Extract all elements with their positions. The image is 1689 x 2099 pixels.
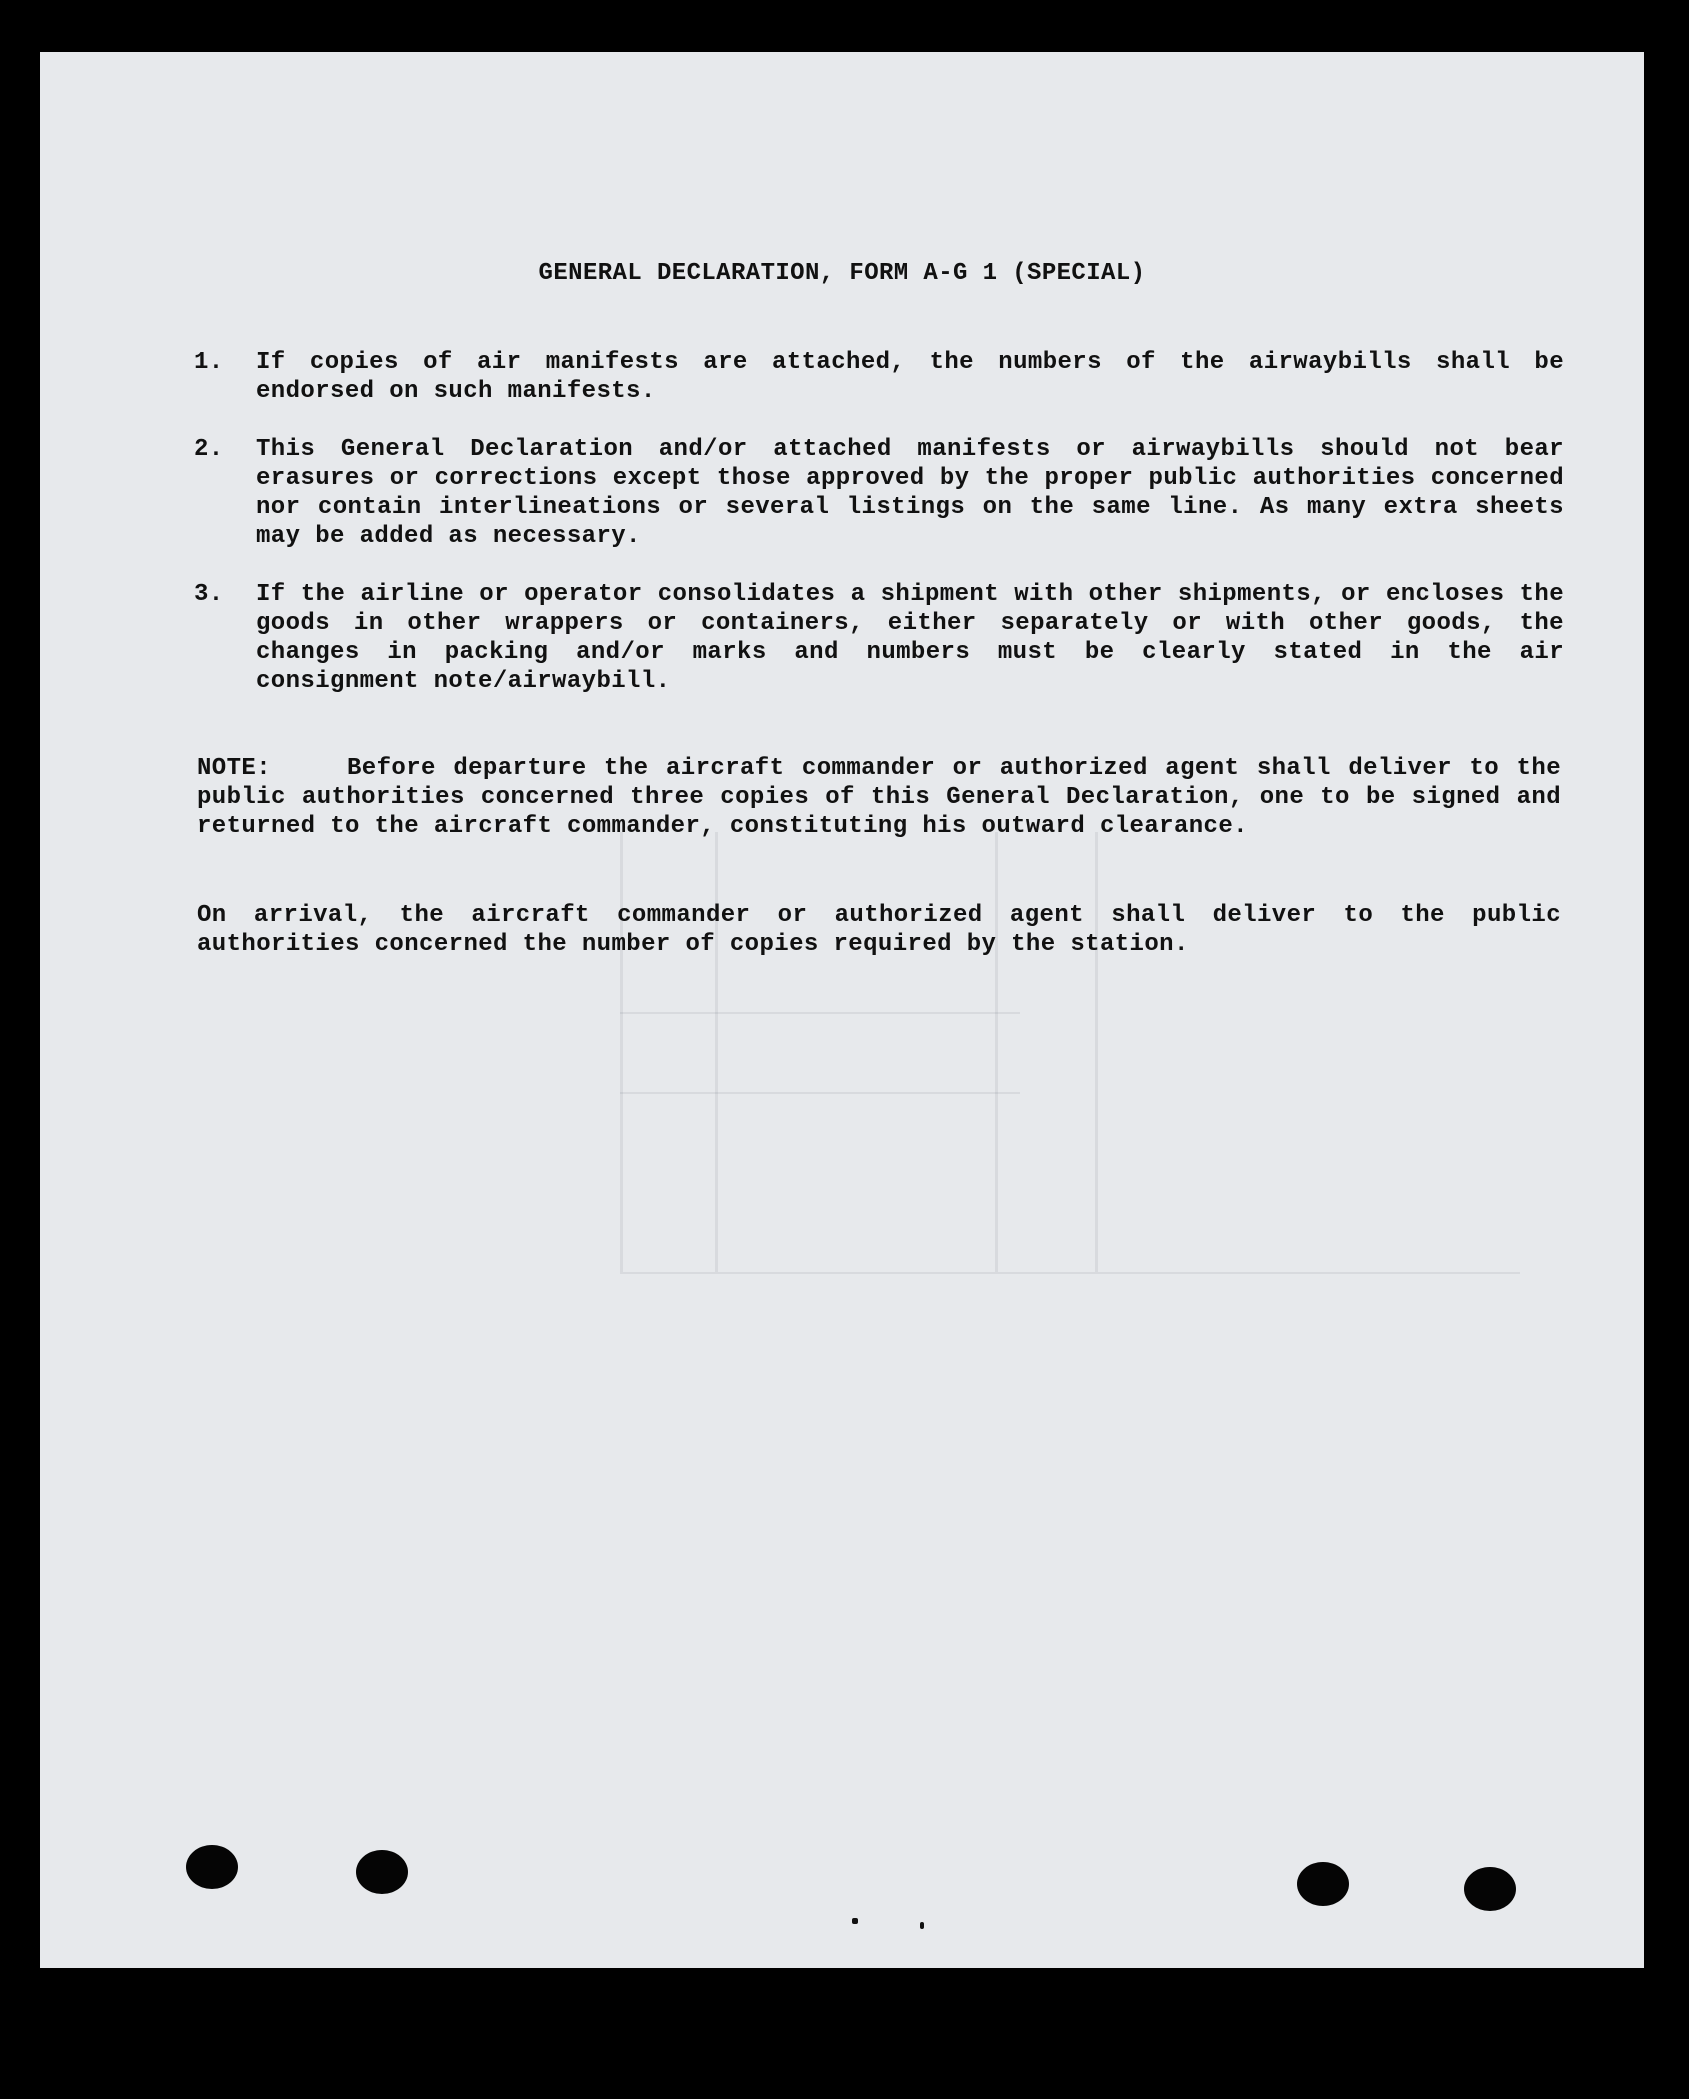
note-paragraph: [197, 754, 1561, 841]
punch-hole: [186, 1845, 238, 1889]
item-number: 3.: [194, 581, 224, 608]
item-text: If the airline or operator consolidates a shipment with other shipments, or encloses the goods in other wrappers or containers, either separately or with other goods, the changes in packing and/or marks and numbers must be clearly stated in the air consignment note/airwaybill.: [256, 581, 1564, 695]
item-text: If copies of air manifests are attached, the numbers of the airwaybills shall be endorsed on such manifests.: [256, 349, 1564, 405]
document-page: [40, 52, 1644, 1968]
arrival-paragraph: On arrival, the aircraft commander or authorized agent shall deliver to the public authorities concerned the number of copies required by the station.: [197, 902, 1561, 958]
list-item: [194, 348, 1564, 406]
punch-hole: [356, 1850, 408, 1894]
item-number: 2.: [194, 436, 224, 463]
punch-hole: [1297, 1862, 1349, 1906]
page-title: GENERAL DECLARATION, FORM A-G 1 (SPECIAL): [538, 260, 1146, 287]
note-text: Before departure the aircraft commander or authorized agent shall deliver to the public authorities concerned three copies of this General Declaration, one to be signed and returned to the aircraft commander, constituting his outward clearance.: [197, 755, 1561, 840]
list-item: [194, 580, 1564, 696]
speck: [920, 1922, 924, 1929]
item-text: This General Declaration and/or attached manifests or airwaybills should not bear erasures or corrections except those approved by the proper public authorities concerned nor contain interlineations or several listings on the same line. As many extra sheets may be added as necessary.: [256, 436, 1564, 550]
note-label: NOTE:: [197, 755, 272, 782]
list-item: [194, 435, 1564, 551]
speck: [852, 1918, 858, 1924]
item-number: 1.: [194, 349, 224, 376]
punch-hole: [1464, 1867, 1516, 1911]
